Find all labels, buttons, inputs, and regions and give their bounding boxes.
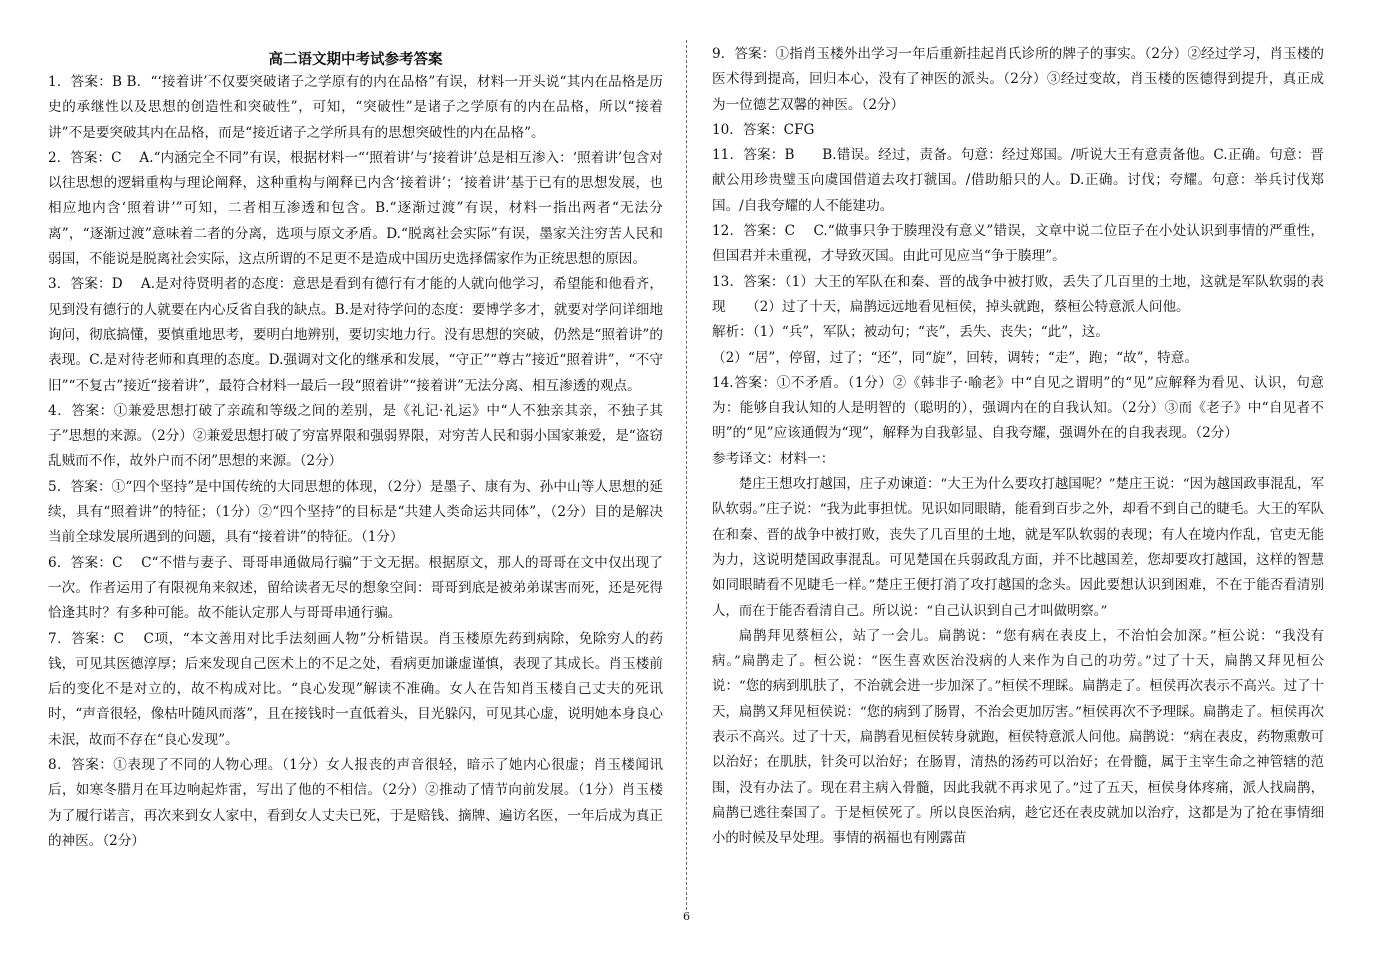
column-divider <box>686 40 687 910</box>
translation-paragraph-1: 楚庄王想攻打越国，庄子劝谏道：“大王为什么要攻打越国呢？”楚庄王说：“因为越国政事混乱，军队软弱。”庄子说：“我为此事担忧。见识如同眼睛，能看到百步之外，却看不到自己的睫毛。大王的军队在和秦、晋的战争中被打败，丧失了几百里的土地，就是军队软弱的表现；有人在境内作乱，官吏无能为力，这说明楚国政事混乱。可见楚国在兵弱政乱方面，并不比越国差，您却要攻打越国，这样的智慧如同眼睛看不见睫毛一样。”楚庄王便打消了攻打越国的念头。因此要想认识到困难，不在于能否看清别人，而在于能否看清自己。所以说：“自己认识到自己才叫做明察。” <box>712 477 1324 619</box>
answer-7: 7．答案：C C项，“本文善用对比手法刻画人物”分析错误。肖玉楼原先药到病除，免除穷人的药钱，可见其医德淳厚；后来发现自己医术上的不足之处，看病更加谦虚谨慎，表现了其成长。肖玉楼前后的变化不是对立的，故不构成对比。“良心发现”解读不准确。女人在告知肖玉楼自己丈夫的死讯时，“声音很轻，像枯叶随风而落”，且在接钱时一直低着头，目光躲闪，可见其心虚，说明她本身良心未泯，故而不存在“良心发现”。 <box>48 630 663 748</box>
answer-8: 8．答案：①表现了不同的人物心理。（1分）女人报丧的声音很轻，暗示了她内心很虚；肖玉楼闻讯后，如寒冬腊月在耳边响起炸雷，写出了他的不相信。（2分）②推动了情节向前发展。（1分）肖玉楼为了履行诺言，再次来到女人家中，看到女人丈夫已死，于是赔钱、摘牌、遍访名医，一年后成为真正的神医。（2分） <box>48 757 663 849</box>
answer-14: 14.答案：①不矛盾。（1分）②《韩非子·喻老》中“自见之谓明”的“见”应解释为看见、认识，句意为：能够自我认知的人是明智的（聪明的），强调内在的自我认知。（2分）③而《老子》中“自见者不明”的“见”应该通假为“现”，解释为自我彰显、自我夸耀，强调外在的自我表现。（2分） <box>712 374 1324 442</box>
translation-heading: 参考译文：材料一： <box>712 450 835 467</box>
analysis-2: （2）“居”，停留，过了；“还”，同“旋”，回转，调转；“走”，跑；“故”，特意。 <box>712 349 1198 366</box>
page-number: 6 <box>683 910 690 923</box>
answer-4: 4．答案：①兼爱思想打破了亲疏和等级之间的差别，是《礼记·礼运》中“人不独亲其亲，不独子其子”思想的来源。（2分）②兼爱思想打破了穷富界限和强弱界限，对穷苦人民和弱小国家兼爱，是“盗窃乱贼而不作，故外户而不闭”思想的来源。（2分） <box>48 402 663 470</box>
answer-11: 11．答案：B B.错误。经过，责备。句意：经过郑国。/听说大王有意责备他。C.正确。句意：晋献公用珍贵璧玉向虞国借道去攻打虢国。/借助船只的人。D.正确。讨伐；夸耀。句意：举兵讨伐郑国。/自我夸耀的人不能建功。 <box>712 147 1324 214</box>
translation-paragraph-2: 扁鹊拜见蔡桓公，站了一会儿。扁鹊说：“您有病在表皮上，不治怕会加深。”桓公说：“我没有病。”扁鹊走了。桓公说：“医生喜欢医治没病的人来作为自己的功劳。”过了十天，扁鹊又拜见桓公说：“您的病到肌肤了，不治就会进一步加深了。”桓侯不理睬。扁鹊走了。桓侯再次表示不高兴。过了十天，扁鹊又拜见桓侯说：“您的病到了肠胃，不治会更加厉害。”桓侯再次不予理睬。扁鹊走了。桓侯再次表示不高兴。过了十天，扁鹊看见桓侯转身就跑，桓侯特意派人问他。扁鹊说：“病在表皮，药物熏敷可以治好；在肌肤，针灸可以治好；在肠胃，清热的汤药可以治好；在骨髓，属于主宰生命之神管辖的范围，没有办法了。现在君主病入骨髓，因此我就不再求见了。”过了五天，桓侯身体疼痛，派人找扁鹊，扁鹊已逃往秦国了。于是桓侯死了。所以良医治病，趁它还在表皮就加以治疗，这都是为了抢在事情细小的时候及早处理。事情的祸福也有刚露苗 <box>712 628 1324 847</box>
answer-9: 9．答案：①指肖玉楼外出学习一年后重新挂起肖氏诊所的牌子的事实。（2分）②经过学习，肖玉楼的医术得到提高，回归本心，没有了神医的派头。（2分）③经过变故，肖玉楼的医德得到提升，真正成为一位德艺双馨的神医。（2分） <box>712 46 1324 113</box>
page-title: 高二语文期中考试参考答案 <box>268 51 443 68</box>
answer-2: 2．答案：C A.“内涵完全不同”有误，根据材料一“‘照着讲’与‘接着讲’总是相互渗入：‘照着讲’包含对以往思想的逻辑重构与理论阐释，这种重构与阐释已内含‘接着讲’；‘接着讲’基于已有的思想发展，也相应地内含‘照着讲’”可知，二者相互渗透和包含。B.“逐渐过渡”有误，材料一指出两者“无法分离”，“逐渐过渡”意味着二者的分离，选项与原文矛盾。D.“脱离社会实际”有误，墨家关注穷苦人民和弱国，不能说是脱离社会实际，这点所谓的不足更不是造成中国历史选择儒家作为正统思想的原因。 <box>48 149 663 268</box>
answer-1: 1．答案：B B．“‘接着讲’不仅要突破诸子之学原有的内在品格”有误，材料一开头说“其内在品格是历史的承继性以及思想的创造性和突破性”，可知，“突破性”是诸子之学原有的内在品格，所以“接着讲”不是要突破其内在品格，而是“接近诸子之学所具有的思想突破性的内在品格”。 <box>48 74 663 141</box>
answer-6: 6．答案：C C“不惜与妻子、哥哥串通做局行骗”于文无据。根据原文，那人的哥哥在文中仅出现了一次。作者运用了有限视角来叙述，留给读者无尽的想象空间：哥哥到底是被弟弟谋害而死，还是死得恰逢其时？有多种可能。故不能认定那人与哥哥串通行骗。 <box>48 554 663 622</box>
answer-13: 13．答案：（1）大王的军队在和秦、晋的战争中被打败，丢失了几百里的土地，这就是军队软弱的表现 （2）过了十天，扁鹊远远地看见桓侯，掉头就跑，蔡桓公特意派人问他。 <box>712 273 1324 315</box>
left-column <box>48 42 663 854</box>
analysis-1: 解析：（1）“兵”，军队；被动句；“丧”，丢失、丧失；“此”，这。 <box>712 324 1109 341</box>
answer-12: 12．答案：C C.“做事只争于腠理没有意义”错误，文章中说二位臣子在小处认识到事情的严重性，但国君并未重视，才导致灭国。由此可见应当“争于腠理”。 <box>712 223 1324 265</box>
answer-3: 3．答案：D A.是对待贤明者的态度：意思是看到有德行有才能的人就向他学习，希望能和他看齐，见到没有德行的人就要在内心反省自我的缺点。B.是对待学问的态度：要博学多才，就要对学问详细地询问，彻底搞懂，要慎重地思考，要明白地辨别，要切实地力行。没有思想的突破，仍然是“照着讲”的表现。C.是对待老师和真理的态度。D.强调对文化的继承和发展，“守正”“尊古”接近“照着讲”，“不守旧”“不复古”接近“接着讲”，最符合材料一最后一段“照着讲”“接着讲”无法分离、相互渗透的观点。 <box>48 276 663 394</box>
answer-5: 5．答案：①“四个坚持”是中国传统的大同思想的体现，（2分）是墨子、康有为、孙中山等人思想的延续，具有“照着讲”的特征；（1分）②“四个坚持”的目标是“共建人类命运共同体”，（2分）目的是解决当前全球发展所遇到的问题，具有“接着讲”的特征。（1分） <box>48 478 663 546</box>
right-column <box>712 42 1324 852</box>
answer-10: 10．答案：CFG <box>712 121 815 138</box>
